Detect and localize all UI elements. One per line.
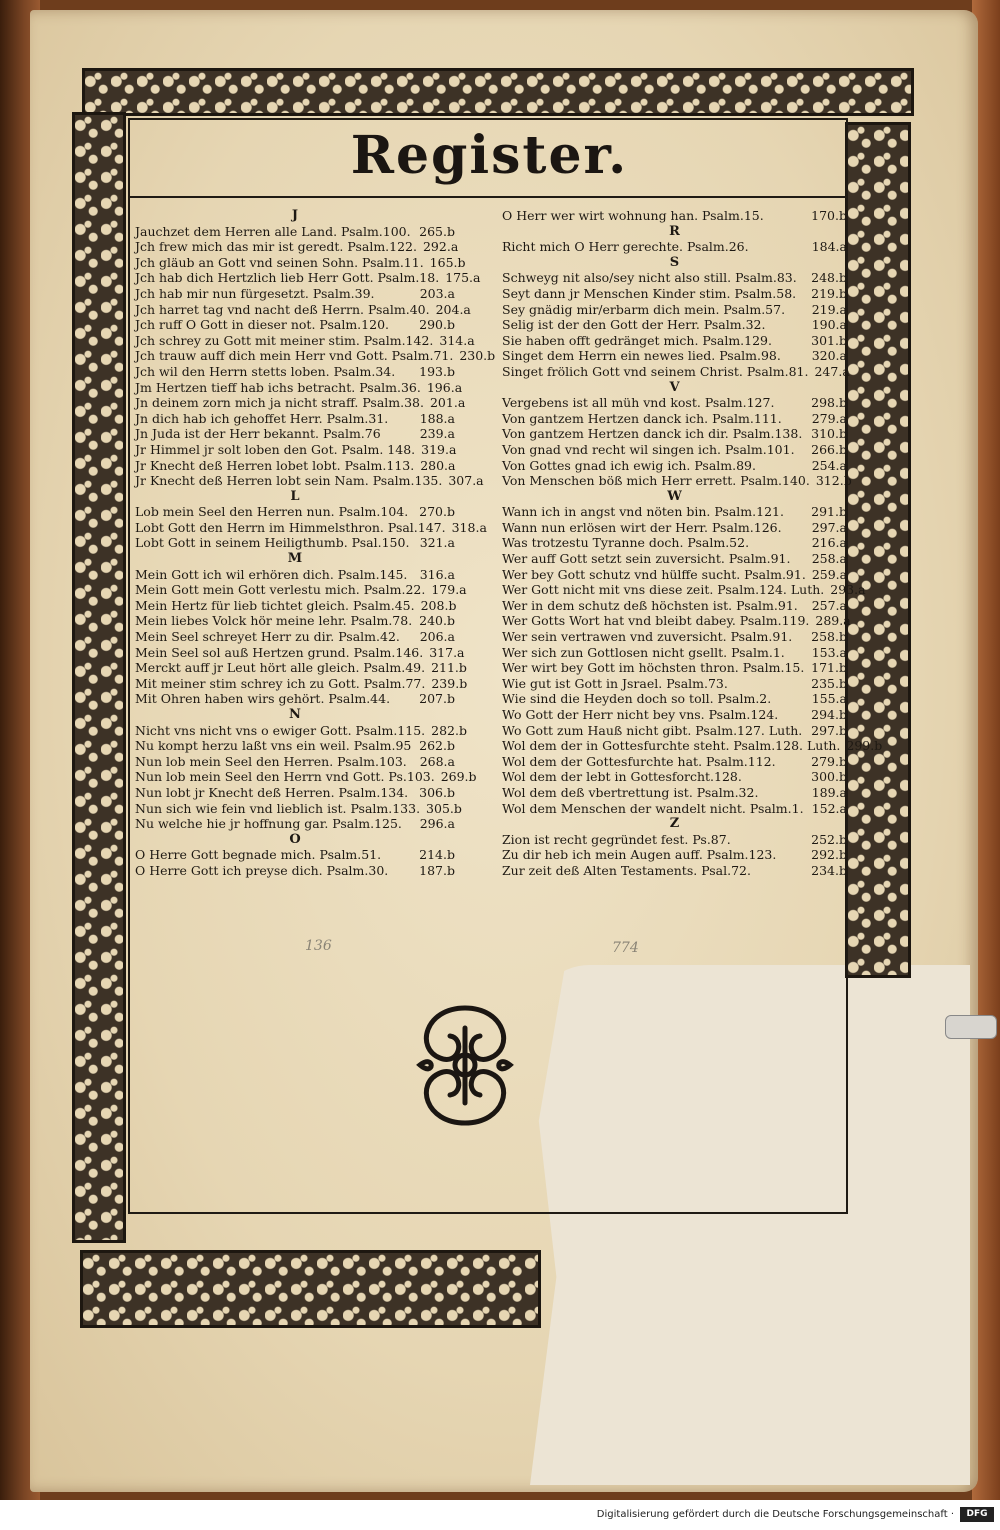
dfg-logo: DFG bbox=[960, 1507, 994, 1522]
register-entry bbox=[135, 301, 471, 318]
entry-title: Zion ist recht gegründet fest. Ps.87. bbox=[502, 831, 731, 847]
entry-page: 259.a bbox=[811, 566, 848, 582]
entry-page: 290.b bbox=[419, 317, 455, 333]
entry-title: Wol dem Menschen der wandelt nicht. Psalm.1. bbox=[502, 800, 804, 816]
entry-page: 299.b bbox=[846, 738, 883, 754]
entry-title: Mein Gott mein Gott verlestu mich. Psalm.22. bbox=[135, 582, 426, 598]
section-letter: S bbox=[669, 254, 680, 270]
register-entry bbox=[502, 691, 847, 707]
register-entry bbox=[135, 738, 455, 754]
entry-title: Mein Hertz für lieb tichtet gleich. Psalm.45. bbox=[135, 597, 415, 613]
register-entry bbox=[502, 754, 847, 770]
entry-page: 294.b bbox=[811, 707, 847, 722]
register-entry bbox=[502, 395, 847, 411]
section-letter: R bbox=[669, 223, 680, 239]
entry-page: 296.a bbox=[419, 816, 455, 832]
entry-page: 289.a bbox=[815, 613, 851, 629]
register-entry bbox=[502, 847, 847, 863]
entry-page: 262.b bbox=[419, 738, 455, 754]
entry-title: Jr Knecht deß Herren lobt sein Nam. Psalm.135. bbox=[135, 473, 443, 489]
entry-title: Jch trauw auff dich mein Herr vnd Gott. Psalm.71. bbox=[135, 348, 454, 364]
register-entry bbox=[502, 333, 847, 349]
entry-page: 206.a bbox=[419, 629, 455, 645]
entry-title: Lob mein Seel den Herren nun. Psalm.104. bbox=[135, 504, 409, 520]
bottom-ornament-border bbox=[80, 1250, 541, 1328]
register-entry bbox=[135, 691, 455, 707]
entry-title: Mit Ohren haben wirs gehört. Psalm.44. bbox=[135, 691, 391, 707]
entry-page: 175.a bbox=[445, 270, 481, 286]
entry-page: 282.b bbox=[431, 722, 467, 738]
section-letter: M bbox=[287, 551, 303, 567]
entry-title: O Herr wer wirt wohnung han. Psalm.15. bbox=[502, 208, 764, 223]
entry-page: 248.b bbox=[811, 270, 847, 286]
entry-page: 312.b bbox=[815, 473, 852, 489]
register-entry bbox=[502, 270, 847, 286]
entry-title: Jn dich hab ich gehoffet Herr. Psalm.31. bbox=[135, 410, 389, 426]
entry-page: 203.a bbox=[419, 285, 455, 301]
entry-title: Wann ich in angst vnd nöten bin. Psalm.121. bbox=[502, 504, 784, 520]
register-entry bbox=[502, 613, 851, 629]
register-entry bbox=[135, 847, 455, 863]
right-ornament-border bbox=[845, 122, 911, 978]
entry-page: 298.b bbox=[811, 395, 847, 411]
entry-title: Von gantzem Hertzen danck ich. Psalm.111. bbox=[502, 410, 782, 426]
entry-page: 280.a bbox=[420, 457, 456, 473]
register-entry bbox=[135, 535, 455, 551]
register-entry bbox=[135, 816, 455, 832]
entry-title: Wol dem der Gottesfurchte hat. Psalm.112. bbox=[502, 753, 776, 769]
entry-page: 292.b bbox=[811, 847, 847, 863]
register-entry bbox=[502, 286, 847, 302]
entry-page: 268.a bbox=[419, 753, 455, 769]
register-entry bbox=[502, 504, 847, 520]
entry-title: Jch harret tag vnd nacht deß Herrn. Psalm.40. bbox=[135, 301, 430, 317]
entry-title: Sey gnädig mir/erbarm dich mein. Psalm.57. bbox=[502, 301, 786, 317]
register-entry bbox=[502, 348, 847, 364]
entry-page: 208.b bbox=[420, 597, 457, 613]
register-entry bbox=[502, 208, 847, 224]
entry-title: Nun lob mein Seel den Herren. Psalm.103. bbox=[135, 753, 407, 769]
entry-title: Wo Gott der Herr nicht bey vns. Psalm.124. bbox=[502, 707, 779, 722]
entry-page: 155.a bbox=[811, 691, 847, 707]
register-entry bbox=[135, 458, 455, 474]
entry-title: Jauchzet dem Herren alle Land. Psalm.100. bbox=[135, 223, 411, 239]
register-entry bbox=[502, 551, 847, 567]
register-entry bbox=[135, 722, 467, 739]
entry-page: 230.b bbox=[459, 348, 496, 364]
register-entry bbox=[502, 426, 847, 442]
fleuron-ornament bbox=[405, 998, 525, 1133]
register-entry bbox=[502, 645, 847, 661]
entry-page: 270.b bbox=[419, 504, 455, 520]
entry-title: Von Menschen böß mich Herr errett. Psalm.140. bbox=[502, 473, 810, 489]
entry-title: Nu kompt herzu laßt vns ein weil. Psalm.95 bbox=[135, 738, 412, 754]
entry-title: Jch ruff O Gott in dieser not. Psalm.120. bbox=[135, 317, 389, 333]
entry-page: 279.a bbox=[811, 410, 847, 426]
register-entry bbox=[502, 832, 847, 848]
entry-title: Sie haben offt gedränget mich. Psalm.129. bbox=[502, 332, 772, 348]
register-entry bbox=[135, 317, 455, 333]
register-entry bbox=[502, 473, 852, 489]
entry-title: Wer bey Gott schutz vnd hülffe sucht. Psalm.91. bbox=[502, 566, 806, 582]
entry-title: Jch wil den Herrn stetts loben. Psalm.34. bbox=[135, 363, 396, 379]
entry-title: Jch schrey zu Gott mit meiner stim. Psalm.142. bbox=[135, 332, 434, 348]
entry-page: 239.a bbox=[419, 426, 455, 442]
register-entry bbox=[135, 473, 484, 489]
entry-page: 292.a bbox=[422, 239, 459, 255]
register-entry bbox=[502, 458, 847, 474]
register-entry bbox=[135, 598, 455, 614]
register-entry bbox=[502, 785, 847, 801]
entry-title: Nun sich wie fein vnd lieblich ist. Psalm.133. bbox=[135, 800, 421, 816]
register-entry bbox=[135, 769, 477, 785]
register-entry bbox=[135, 395, 466, 411]
entry-page: 188.a bbox=[419, 410, 455, 426]
entry-title: Jch hab mir nun fürgesetzt. Psalm.39. bbox=[135, 285, 375, 301]
entry-page: 279.b bbox=[811, 753, 847, 769]
section-letter: N bbox=[289, 707, 301, 722]
register-entry bbox=[502, 660, 847, 676]
register-entry bbox=[135, 332, 475, 349]
register-entry bbox=[135, 348, 496, 364]
page-title: Register. bbox=[350, 125, 629, 186]
entry-page: 257.a bbox=[811, 597, 847, 613]
entry-title: Was trotzestu Tyranne doch. Psalm.52. bbox=[502, 535, 750, 551]
section-letter: O bbox=[289, 831, 301, 847]
entry-page: 317.a bbox=[429, 644, 465, 660]
entry-title: Lobt Gott den Herrn im Himmelsthron. Psal.147. bbox=[135, 519, 446, 535]
entry-title: Wer sein vertrawen vnd zuversicht. Psalm.91. bbox=[502, 629, 793, 645]
pencil-mark-left: 136 bbox=[305, 938, 332, 954]
entry-page: 187.b bbox=[419, 862, 455, 878]
entry-title: Merckt auff jr Leut hört alle gleich. Psalm.49. bbox=[135, 660, 426, 676]
left-ornament-border bbox=[72, 112, 126, 1243]
entry-title: Von gantzem Hertzen danck ich dir. Psalm.138. bbox=[502, 426, 803, 442]
entry-title: Wer auff Gott setzt sein zuversicht. Psalm.91. bbox=[502, 551, 791, 567]
section-letter: W bbox=[667, 488, 682, 504]
entry-title: O Herre Gott ich preyse dich. Psalm.30. bbox=[135, 862, 389, 878]
register-column-right bbox=[502, 208, 883, 879]
entry-page: 310.b bbox=[811, 426, 847, 442]
entry-title: Wer Gott nicht mit vns diese zeit. Psalm.124. Luth. bbox=[502, 582, 825, 598]
entry-page: 297.a bbox=[811, 519, 847, 535]
section-letter: Z bbox=[669, 816, 680, 832]
entry-title: Richt mich O Herr gerechte. Psalm.26. bbox=[502, 239, 749, 255]
entry-page: 170.b bbox=[811, 208, 847, 223]
entry-title: Jm Hertzen tieff hab ichs betracht. Psalm.36. bbox=[135, 379, 421, 395]
entry-page: 235.b bbox=[811, 675, 847, 691]
register-entry bbox=[502, 801, 847, 817]
register-entry bbox=[135, 660, 467, 676]
entry-page: 152.a bbox=[811, 800, 847, 816]
register-entry bbox=[135, 567, 455, 583]
entry-page: 179.a bbox=[431, 582, 467, 598]
entry-page: 190.a bbox=[811, 317, 847, 333]
footer-bar bbox=[0, 1500, 1000, 1530]
register-entry bbox=[135, 519, 487, 536]
entry-page: 254.a bbox=[811, 457, 847, 473]
entry-title: Zur zeit deß Alten Testaments. Psal.72. bbox=[502, 862, 751, 878]
entry-page: 316.a bbox=[419, 566, 455, 582]
register-entry bbox=[502, 676, 847, 692]
register-entry bbox=[502, 598, 847, 614]
entry-title: Nun lobt jr Knecht deß Herren. Psalm.134. bbox=[135, 784, 409, 800]
entry-page: 291.b bbox=[811, 504, 847, 520]
register-entry bbox=[502, 239, 847, 255]
entry-title: Von gnad vnd recht wil singen ich. Psalm.101. bbox=[502, 441, 795, 457]
entry-page: 300.b bbox=[811, 769, 847, 785]
register-entry bbox=[502, 707, 847, 723]
entry-page: 266.b bbox=[811, 441, 847, 457]
entry-page: 214.b bbox=[419, 847, 455, 863]
bookmark-tab bbox=[945, 1015, 997, 1039]
entry-page: 321.a bbox=[419, 535, 455, 551]
register-entry bbox=[502, 769, 847, 785]
section-letter: J bbox=[291, 208, 299, 223]
entry-page: 234.b bbox=[811, 862, 847, 878]
entry-title: Jr Knecht deß Herren lobet lobt. Psalm.113. bbox=[135, 457, 415, 473]
entry-title: Schweyg nit also/sey nicht also still. Psalm.83. bbox=[502, 270, 797, 286]
register-entry bbox=[135, 863, 455, 879]
entry-title: Seyt dann jr Menschen Kinder stim. Psalm.58. bbox=[502, 285, 797, 301]
entry-page: 216.a bbox=[811, 535, 847, 551]
entry-page: 320.a bbox=[811, 348, 847, 364]
register-entry bbox=[135, 504, 455, 520]
entry-title: Jr Himmel jr solt loben den Got. Psalm. 148. bbox=[135, 441, 416, 457]
entry-title: Singet frölich Gott vnd seinem Christ. Psalm.81. bbox=[502, 363, 809, 379]
entry-page: 219.a bbox=[811, 301, 847, 317]
entry-title: Von Gottes gnad ich ewig ich. Psalm.89. bbox=[502, 457, 756, 473]
register-entry bbox=[135, 224, 455, 240]
entry-page: 252.b bbox=[811, 831, 847, 847]
entry-page: 265.b bbox=[419, 223, 455, 239]
entry-page: 318.a bbox=[451, 519, 487, 535]
entry-page: 297.b bbox=[811, 722, 847, 738]
entry-page: 247.a bbox=[814, 363, 850, 379]
entry-title: Jn Juda ist der Herr bekannt. Psalm.76 bbox=[135, 426, 381, 442]
register-entry bbox=[502, 442, 847, 458]
entry-page: 201.a bbox=[429, 395, 466, 411]
register-entry bbox=[502, 738, 883, 754]
entry-title: Nu welche hie jr hoffnung gar. Psalm.125. bbox=[135, 816, 402, 832]
entry-title: Lobt Gott in seinem Heiligthumb. Psal.150. bbox=[135, 535, 410, 551]
entry-title: Wol dem deß vbertrettung ist. Psalm.32. bbox=[502, 784, 759, 800]
entry-title: Mit meiner stim schrey ich zu Gott. Psalm.77. bbox=[135, 675, 426, 691]
pencil-mark-right: 774 bbox=[612, 940, 639, 956]
register-entry bbox=[502, 317, 847, 333]
register-entry bbox=[135, 364, 455, 380]
entry-title: Wie sind die Heyden doch so toll. Psalm.2. bbox=[502, 691, 772, 707]
section-letter: V bbox=[669, 379, 680, 395]
register-entry bbox=[502, 582, 866, 598]
register-entry bbox=[502, 723, 847, 739]
register-column-left bbox=[135, 208, 496, 879]
entry-page: 189.a bbox=[811, 784, 847, 800]
register-entry bbox=[502, 411, 847, 427]
entry-title: Wo Gott zum Hauß nicht gibt. Psalm.127. Luth. bbox=[502, 722, 803, 738]
entry-title: Wol dem der in Gottesfurchte steht. Psalm.128. Luth. bbox=[502, 738, 841, 754]
entry-page: 307.a bbox=[448, 473, 484, 489]
entry-title: Mein liebes Volck hör meine lehr. Psalm.78. bbox=[135, 613, 413, 629]
register-entry bbox=[502, 629, 847, 645]
register-entry bbox=[135, 379, 463, 396]
register-entry bbox=[135, 426, 455, 442]
register-entry bbox=[135, 582, 467, 598]
register-entry bbox=[135, 629, 455, 645]
register-entry bbox=[502, 520, 847, 536]
entry-title: Jch frew mich das mir ist geredt. Psalm.122. bbox=[135, 239, 417, 255]
register-entry bbox=[135, 613, 455, 629]
entry-page: 258.b bbox=[811, 629, 847, 645]
entry-page: 193.b bbox=[419, 363, 455, 379]
entry-page: 153.a bbox=[811, 644, 847, 660]
entry-page: 204.a bbox=[435, 301, 471, 317]
entry-page: 184.a bbox=[811, 239, 847, 255]
entry-page: 293.a bbox=[830, 582, 866, 598]
entry-page: 219.b bbox=[811, 285, 847, 301]
section-letter: L bbox=[290, 488, 300, 504]
register-entry bbox=[135, 442, 455, 458]
entry-title: Zu dir heb ich mein Augen auff. Psalm.123. bbox=[502, 847, 777, 863]
footer-credit: Digitalisierung gefördert durch die Deutsche Forschungsgemeinschaft · bbox=[596, 1509, 954, 1520]
entry-page: 306.b bbox=[419, 784, 455, 800]
register-entry bbox=[135, 286, 455, 302]
register-entry bbox=[135, 800, 462, 817]
entry-title: Mein Seel sol auß Hertzen grund. Psalm.146. bbox=[135, 644, 424, 660]
entry-title: O Herre Gott begnade mich. Psalm.51. bbox=[135, 847, 382, 863]
register-entry bbox=[502, 567, 847, 583]
register-entry bbox=[502, 363, 850, 380]
entry-title: Vergebens ist all müh vnd kost. Psalm.127. bbox=[502, 395, 775, 411]
entry-title: Jch hab dich Hertzlich lieb Herr Gott. Psalm.18. bbox=[135, 270, 440, 286]
entry-title: Selig ist der den Gott der Herr. Psalm.32. bbox=[502, 317, 766, 333]
entry-title: Mein Gott ich wil erhören dich. Psalm.145. bbox=[135, 566, 408, 582]
register-entry bbox=[135, 644, 465, 661]
entry-title: Wann nun erlösen wirt der Herr. Psalm.126. bbox=[502, 519, 782, 535]
entry-title: Wie gut ist Gott in Jsrael. Psalm.73. bbox=[502, 675, 728, 691]
entry-title: Nun lob mein Seel den Herrn vnd Gott. Ps.103. bbox=[135, 769, 435, 785]
entry-title: Jn deinem zorn mich ja nicht straff. Psalm.38. bbox=[135, 395, 424, 411]
entry-page: 171.b bbox=[811, 660, 847, 676]
entry-page: 196.a bbox=[426, 379, 463, 395]
entry-title: Wer in dem schutz deß höchsten ist. Psalm.91. bbox=[502, 597, 798, 613]
entry-page: 211.b bbox=[431, 660, 467, 676]
entry-title: Wer Gotts Wort hat vnd bleibt dabey. Psalm.119. bbox=[502, 613, 810, 629]
register-entry bbox=[502, 863, 847, 879]
entry-title: Wer wirt bey Gott im höchsten thron. Psalm.15. bbox=[502, 660, 805, 676]
entry-page: 301.b bbox=[811, 332, 847, 348]
entry-page: 207.b bbox=[419, 691, 455, 707]
entry-title: Mein Seel schreyet Herr zu dir. Psalm.42. bbox=[135, 629, 400, 645]
entry-page: 258.a bbox=[811, 551, 847, 567]
register-entry bbox=[135, 254, 466, 271]
register-entry bbox=[502, 302, 847, 318]
entry-page: 165.b bbox=[429, 254, 466, 270]
top-ornament-border bbox=[82, 68, 914, 116]
register-entry bbox=[135, 411, 455, 427]
entry-title: Wer sich zun Gottlosen nicht gsellt. Psalm.1. bbox=[502, 644, 785, 660]
entry-page: 319.a bbox=[421, 441, 457, 457]
entry-page: 305.b bbox=[426, 800, 462, 816]
entry-page: 269.b bbox=[440, 769, 477, 785]
entry-page: 240.b bbox=[419, 613, 455, 629]
register-entry bbox=[135, 239, 459, 255]
register-entry bbox=[502, 535, 847, 551]
register-entry bbox=[135, 754, 455, 770]
register-entry bbox=[135, 785, 455, 801]
entry-page: 239.b bbox=[431, 675, 468, 691]
entry-title: Jch gläub an Gott vnd seinen Sohn. Psalm.11. bbox=[135, 254, 424, 270]
entry-title: Singet dem Herrn ein newes lied. Psalm.98. bbox=[502, 348, 781, 364]
entry-page: 314.a bbox=[439, 332, 475, 348]
entry-title: Nicht vns nicht vns o ewiger Gott. Psalm.115. bbox=[135, 722, 426, 738]
register-entry bbox=[135, 270, 481, 286]
entry-title: Wol dem der lebt in Gottesforcht.128. bbox=[502, 769, 742, 785]
register-entry bbox=[135, 675, 468, 692]
